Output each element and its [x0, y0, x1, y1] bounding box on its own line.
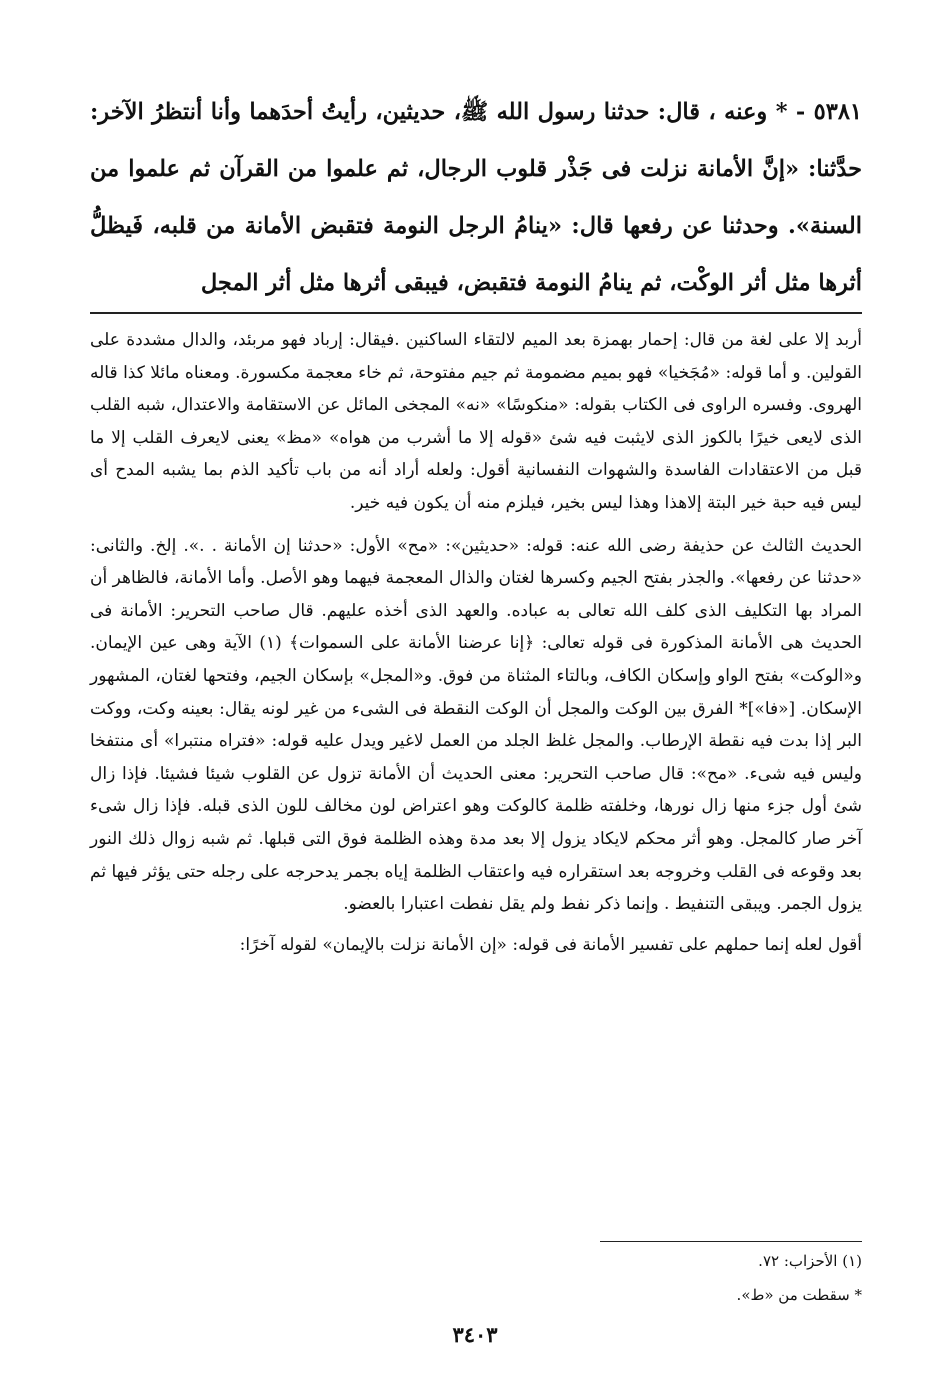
- commentary: [90, 324, 862, 961]
- hadith-text: [90, 84, 862, 312]
- commentary-paragraph-1: أربد إلا على لغة من قال: إحمار بهمزة بعد الميم لالتقاء الساكنين .فيقال: إرباد فهو مربئد، والدال مشددة على القولين. و أما قوله: «مُجَخيا» فهو بميم مضمومة ثم جيم مفتوحة، ثم خاء معجمة مكسورة. ومعناه مائلا كذا قاله الهروى. وفسره الراوى فى الكتاب بقوله: «منكوسًا» «نه» المجخى المائل عن الاستقامة والاعتدال، شبه القلب الذى لايعى خيرًا بالكوز الذى لايثبت فيه شئ «قوله إلا ما أشرب من هواه» «مظ» يعنى لايعرف القلب إلا ما قبل من الاعتقادات الفاسدة والشهوات النفسانية أقول: ولعله أراد أنه من باب تأكيد الذم بما يشبه المدح أى ليس فيه حبة خير البتة إلاهذا وهذا ليس بخير، فيلزم منه أن يكون فيه خير.: [90, 330, 862, 513]
- main-divider: [90, 312, 862, 314]
- footnote-divider: [600, 1241, 862, 1242]
- page-number: ٣٤٠٣: [452, 1322, 498, 1347]
- footnote-2: * سقطت من «ط».: [736, 1286, 862, 1304]
- footnote-1: (١) الأحزاب: ٧٢.: [758, 1252, 862, 1270]
- footnotes: [90, 1244, 862, 1312]
- commentary-paragraph-3: أقول لعله إنما حملهم على تفسير الأمانة فى قوله: «إن الأمانة نزلت بالإيمان» لقوله آخرًا:: [239, 934, 862, 955]
- commentary-paragraph-2: الحديث الثالث عن حذيفة رضى الله عنه: قوله: «حديثين»: «مح» الأول: «حدثنا إن الأمانة . .». إلخ. والثانى: «حدثنا عن رفعها». والجذر بفتح الجيم وكسرها لغتان والذال المعجمة فيهما وهو الأصل. وأما الأمانة، فالظاهر أن المراد بها التكليف الذى كلف الله تعالى به عباده. والعهد الذى أخذه عليهم. قال صاحب التحرير: الأمانة فى الحديث هى الأمانة المذكورة فى قوله تعالى: ﴿إنا عرضنا الأمانة على السموات﴾ (١) الآية وهى عين الإيمان. و«الوكت» بفتح الواو وإسكان الكاف، وبالتاء المثناة من فوق. و«المجل» بإسكان الجيم، وفتحها لغتان، المشهور الإسكان. [«فا»]* الفرق بين الوكت والمجل أن الوكت النقطة فى الشىء من غير لونه يقال: بعينه وكت، ووكت البر إذا بدت فيه نقطة الإرطاب. والمجل غلظ الجلد من العمل لاغير ويدل عليه قوله: «فتراه منتبرا» أى منتفخا وليس فيه شىء. «مح»: قال صاحب التحرير: معنى الحديث أن الأمانة تزول عن القلوب شيئا فشيئا. فإذا زال شئ أول جزء منها زال نورها، وخلفته ظلمة كالوكت وهو اعتراض لون مخالف للون الذى قبله. فإذا زال شىء آخر صار كالمجل. وهو أثر محكم لايكاد يزول إلا بعد مدة وهذه الظلمة فوق التى قبلها. ثم شبه زوال ذلك النور بعد وقوعه فى القلب وخروجه بعد استقراره فيه واعتقاب الظلمة إياه بجمر يدحرجه على رجله حتى يؤثر فيها ثم يزول الجمر. ويبقى التنفيط . وإنما ذكر نفط ولم يقل نفطت اعتبارا بالعضو.: [90, 535, 862, 915]
- hadith-paragraph: ٥٣٨١ - * وعنه ، قال: حدثنا رسول الله ﷺ، حديثين، رأيتُ أحدَهما وأنا أنتظرُ الآخر: حدَّثنا: «إنَّ الأمانة نزلت فى جَذْر قلوب الرجال، ثم علموا من القرآن ثم علموا من السنة». وحدثنا عن رفعها قال: «ينامُ الرجل النومة فتقبض الأمانة من قلبه، فَيظلُّ أثرها مثل أثر الوكْت، ثم ينامُ النومة فتقبض، فيبقى أثرها مثل أثر المجل: [90, 99, 862, 296]
